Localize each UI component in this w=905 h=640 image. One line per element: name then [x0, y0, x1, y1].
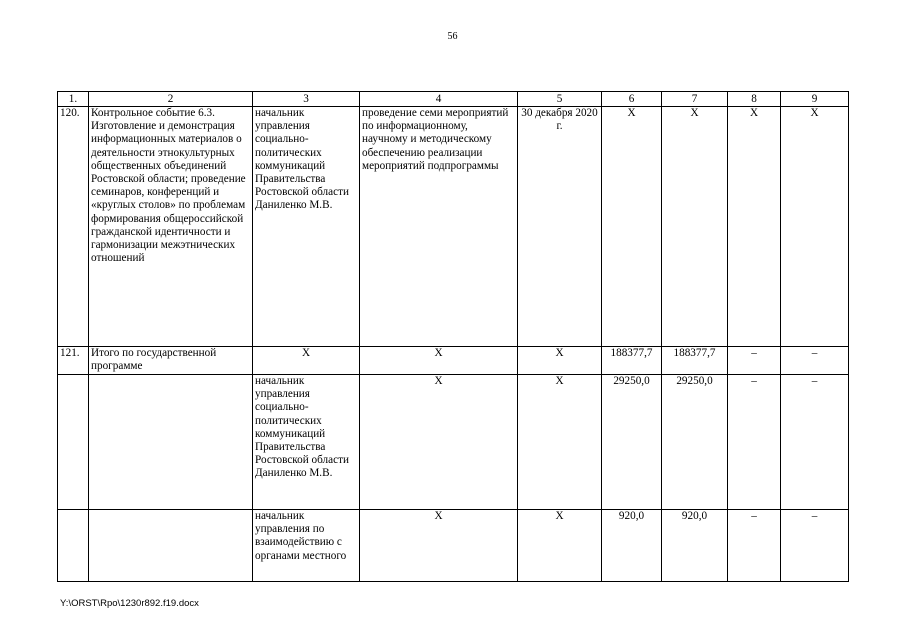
table-row — [58, 107, 849, 347]
deadline-cell: 30 декабря 2020 г. — [518, 107, 602, 347]
responsible-cell: начальник управления социально-политических коммуникаций Правительства Ростовской области Даниленко М.В. — [253, 107, 360, 347]
result-cell: Х — [360, 375, 518, 510]
header-cell: 8 — [728, 92, 781, 107]
row-number: 121. — [58, 347, 89, 375]
col6-cell: 188377,7 — [602, 347, 662, 375]
col8-cell: – — [728, 375, 781, 510]
event-name-cell — [89, 375, 253, 510]
event-name-cell: Контрольное событие 6.3. Изготовление и демонстрация информационных материалов о деятельности этнокультурных общественных объединений Ростовской области; проведение семинаров, конференций и «круглых столов» по проблемам формирования общероссийской гражданской идентичности и гармонизации межэтнических отношений — [89, 107, 253, 347]
row-number: 120. — [58, 107, 89, 347]
col8-cell: Х — [728, 107, 781, 347]
header-cell: 4 — [360, 92, 518, 107]
col9-cell: – — [781, 375, 849, 510]
header-row — [58, 92, 849, 107]
header-cell: 2 — [89, 92, 253, 107]
col9-cell: Х — [781, 107, 849, 347]
file-path-footer: Y:\ORST\Rpo\1230r892.f19.docx — [60, 598, 199, 609]
col8-cell: – — [728, 510, 781, 582]
result-cell: проведение семи мероприятий по информационному, научному и методическому обеспечению реализации мероприятий подпрограммы — [360, 107, 518, 347]
header-cell: 3 — [253, 92, 360, 107]
col9-cell: – — [781, 347, 849, 375]
table-row — [58, 510, 849, 582]
row-number — [58, 510, 89, 582]
table-row — [58, 375, 849, 510]
col6-cell: 29250,0 — [602, 375, 662, 510]
table-row — [58, 347, 849, 375]
result-cell: Х — [360, 347, 518, 375]
col7-cell: 29250,0 — [662, 375, 728, 510]
col6-cell: Х — [602, 107, 662, 347]
header-cell: 9 — [781, 92, 849, 107]
col7-cell: 920,0 — [662, 510, 728, 582]
col9-cell: – — [781, 510, 849, 582]
responsible-cell: Х — [253, 347, 360, 375]
responsible-cell: начальник управления по взаимодействию с органами местного — [253, 510, 360, 582]
col7-cell: Х — [662, 107, 728, 347]
event-name-cell — [89, 510, 253, 582]
deadline-cell: Х — [518, 510, 602, 582]
col6-cell: 920,0 — [602, 510, 662, 582]
col7-cell: 188377,7 — [662, 347, 728, 375]
header-cell: 1. — [58, 92, 89, 107]
row-number — [58, 375, 89, 510]
event-name-cell: Итого по государственной программе — [89, 347, 253, 375]
header-cell: 5 — [518, 92, 602, 107]
deadline-cell: Х — [518, 375, 602, 510]
header-cell: 7 — [662, 92, 728, 107]
responsible-cell: начальник управления социально-политических коммуникаций Правительства Ростовской области Даниленко М.В. — [253, 375, 360, 510]
result-cell: Х — [360, 510, 518, 582]
col8-cell: – — [728, 347, 781, 375]
plan-table — [57, 91, 849, 582]
deadline-cell: Х — [518, 347, 602, 375]
page-number: 56 — [447, 31, 458, 42]
header-cell: 6 — [602, 92, 662, 107]
